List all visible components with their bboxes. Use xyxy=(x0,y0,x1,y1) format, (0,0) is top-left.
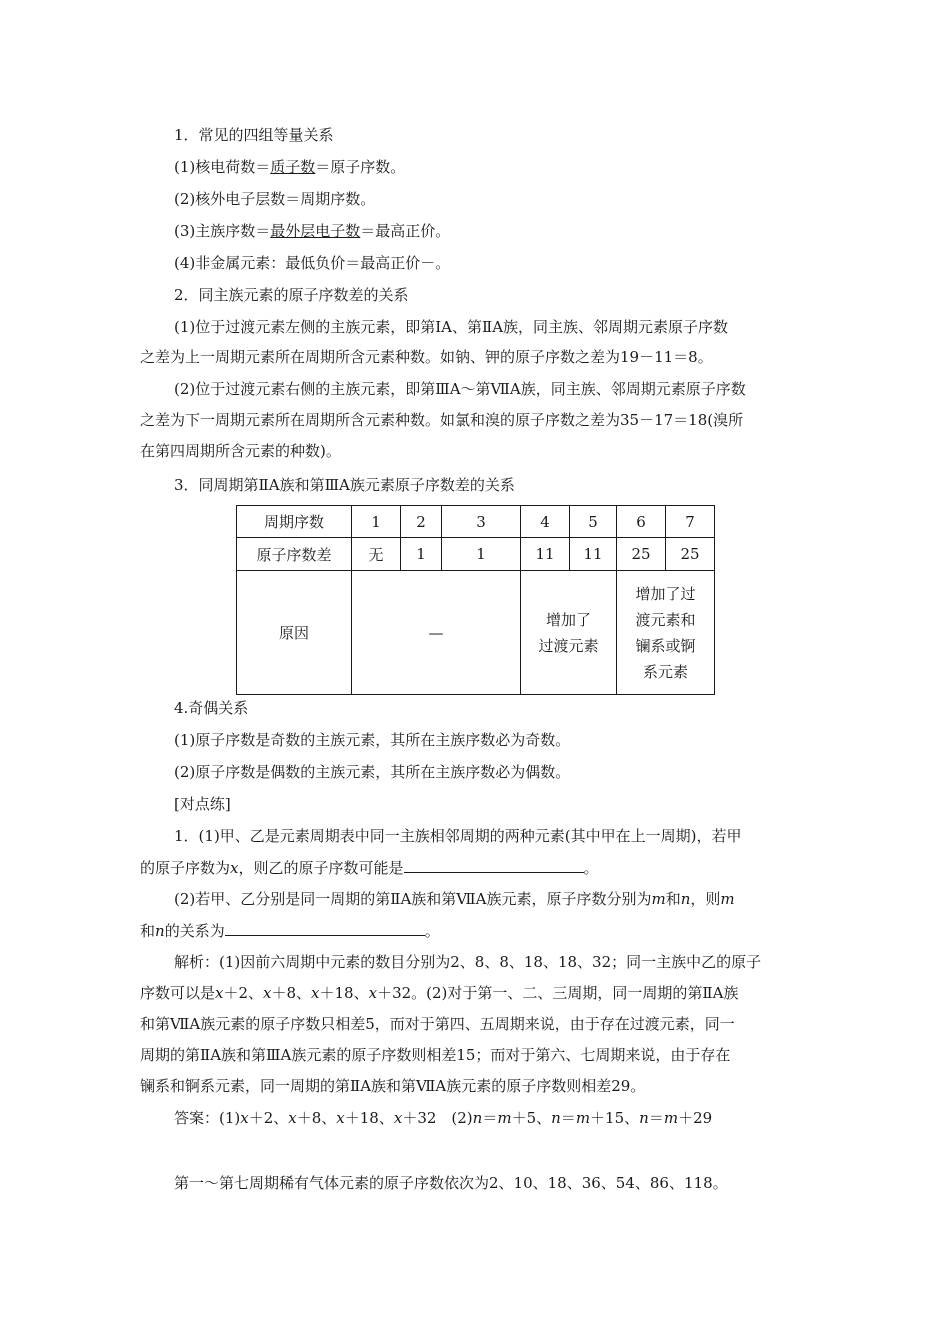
table-row-periods xyxy=(237,506,715,538)
section2-p2-line1: (2)位于过渡元素右侧的主族元素，即第ⅢA～第ⅦA族，同主族、邻周期元素原子序数 xyxy=(174,380,746,398)
table-cell: 1 xyxy=(352,506,401,538)
section4-item2: (2)原子序数是偶数的主族元素，其所在主族序数必为偶数。 xyxy=(174,763,571,781)
analysis-line4: 周期的第ⅡA族和第ⅢA族元素的原子序数则相差15；而对于第六、七周期来说，由于存在 xyxy=(140,1046,731,1064)
table-row-reasons xyxy=(237,571,715,695)
table-cell: 5 xyxy=(570,506,617,538)
section4-title: 4.奇偶关系 xyxy=(174,699,249,717)
section3-title: 3．同周期第ⅡA族和第ⅢA族元素原子序数差的关系 xyxy=(174,476,515,494)
table-cell: 3 xyxy=(442,506,521,538)
question2-line2: 和n的关系为 。 xyxy=(140,922,440,940)
table-header-diff: 原子序数差 xyxy=(237,538,352,571)
table-cell: 2 xyxy=(401,506,442,538)
table-cell: 1 xyxy=(401,538,442,571)
answer-line: 答案：(1)x＋2、x＋8、x＋18、x＋32 (2)n＝m＋5、n＝m＋15、n＝m＋29 xyxy=(174,1109,713,1127)
question2-line1: (2)若甲、乙分别是同一周期的第ⅡA族和第ⅦA族元素，原子序数分别为m和n，则m xyxy=(174,890,735,908)
analysis-line2: 序数可以是x＋2、x＋8、x＋18、x＋32。(2)对于第一、二、三周期，同一周期的第ⅡA族 xyxy=(140,984,739,1002)
section1-item1: (1)核电荷数＝质子数＝原子序数。 xyxy=(174,158,406,176)
table-cell: 11 xyxy=(570,538,617,571)
reason-none-cell: — xyxy=(352,571,521,695)
table-cell: 6 xyxy=(617,506,666,538)
table-cell: 4 xyxy=(521,506,570,538)
table-cell: 25 xyxy=(617,538,666,571)
section2-p2-line3: 在第四周期所含元素的种数)。 xyxy=(140,442,341,460)
table-cell: 1 xyxy=(442,538,521,571)
analysis-line3: 和第ⅦA族元素的原子序数只相差5，而对于第四、五周期来说，由于存在过渡元素，同一 xyxy=(140,1015,735,1033)
section1-item4: (4)非金属元素：最低负价＝最高正价－。 xyxy=(174,254,451,272)
section1-item3: (3)主族序数＝最外层电子数＝最高正价。 xyxy=(174,222,451,240)
question1-line1: 1．(1)甲、乙是元素周期表中同一主族相邻周期的两种元素(其中甲在上一周期)，若甲 xyxy=(174,827,742,845)
analysis-line1: 解析：(1)因前六周期中元素的数目分别为2、8、8、18、18、32；同一主族中乙的原子 xyxy=(174,953,762,971)
section4-item1: (1)原子序数是奇数的主族元素，其所在主族序数必为奇数。 xyxy=(174,731,571,749)
table-cell: 7 xyxy=(666,506,715,538)
table-cell: 11 xyxy=(521,538,570,571)
answer-blank-2[interactable] xyxy=(225,920,425,936)
section2-p2-line2: 之差为下一周期元素所在周期所含元素种数。如氯和溴的原子序数之差为35－17＝18(溴所 xyxy=(140,411,744,429)
table-cell: 无 xyxy=(352,538,401,571)
question1-line2: 的原子序数为x，则乙的原子序数可能是 。 xyxy=(140,859,599,877)
practice-label: [对点练] xyxy=(174,795,231,813)
reason-transition-cell: 增加了 过渡元素 xyxy=(521,571,617,695)
section2-title: 2．同主族元素的原子序数差的关系 xyxy=(174,286,409,304)
table-header-reason: 原因 xyxy=(237,571,352,695)
reason-lanthanide-cell: 增加了过 渡元素和 镧系或锕 系元素 xyxy=(617,571,715,695)
period-difference-table xyxy=(236,505,715,695)
table-cell: 25 xyxy=(666,538,715,571)
section1-item2: (2)核外电子层数＝周期序数。 xyxy=(174,190,376,208)
noble-gas-note: 第一～第七周期稀有气体元素的原子序数依次为2、10、18、36、54、86、118。 xyxy=(174,1174,728,1192)
table-row-diffs xyxy=(237,538,715,571)
table-header-period: 周期序数 xyxy=(237,506,352,538)
section1-title: 1．常见的四组等量关系 xyxy=(174,126,334,144)
section2-p1-line1: (1)位于过渡元素左侧的主族元素，即第ⅠA、第ⅡA族，同主族、邻周期元素原子序数 xyxy=(174,318,729,336)
answer-blank-1[interactable] xyxy=(404,857,584,873)
section2-p1-line2: 之差为上一周期元素所在周期所含元素种数。如钠、钾的原子序数之差为19－11＝8。 xyxy=(140,348,713,366)
analysis-line5: 镧系和锕系元素，同一周期的第ⅡA族和第ⅦA族元素的原子序数则相差29。 xyxy=(140,1077,646,1095)
